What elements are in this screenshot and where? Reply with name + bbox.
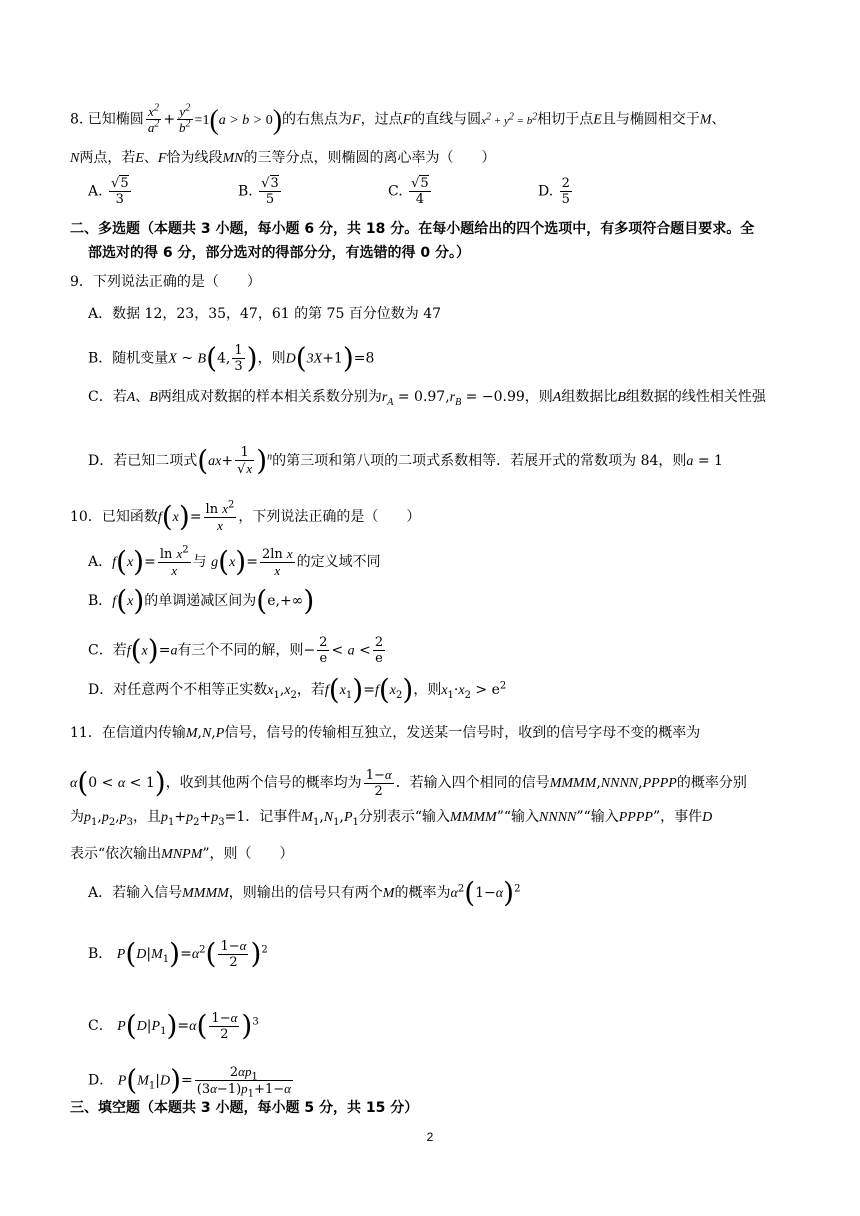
q10-option-a: A．f(x)= $\frac{\ln x^2}{x}$ 与 g(x)= $\frac{\text{2ln x}}{x}$ 的定义域不同 — [88, 544, 381, 578]
q8-options — [88, 176, 688, 207]
q9-option-a: A．数据 12，23，35，47，61 的第 75 百分位数为 47 — [88, 306, 442, 322]
q8-line2: N两点，若E、F恰为线段MN的三等分点，则椭圆的离心率为（ ） — [70, 150, 496, 166]
q9-option-b: B．随机变量X ~ B(4, $\frac{1}{3}$ )，则D(3X+1)=8 — [88, 341, 375, 375]
q8-text: 恰为线段 — [166, 150, 223, 166]
section-3-heading: 三、填空题（本题共 3 小题，每小题 5 分，共 15 分） — [70, 1100, 419, 1116]
q11-option-d: D． $P(M_1|D)=$ $\frac{2\alpha p_1}{(3\alpha-1)p_1+1-\alpha}$ — [88, 1063, 291, 1100]
q8-text: 、 — [143, 150, 158, 166]
q8-text: 的直线与圆 — [411, 111, 482, 128]
q10-option-d: D．对任意两个不相等正实数$x_1,x_2$，若$f(x_1)=f(x_2)$，则$x_1\cdot x_2 > e^2$ — [88, 673, 507, 706]
q8-line1: 8. 已知椭圆 $\frac{x^2}{a^2}$ + $\frac{y^2}{b^2}$ =1(a > b > 0)的右焦点为F，过点F的直线与圆$x^2 + y^2 = b^2$相切于点E且与椭圆相交于M、 — [70, 102, 726, 136]
q8-text: 、 — [711, 111, 726, 128]
q9-stem: 9．下列说法正确的是（ ） — [70, 274, 261, 290]
q11-option-b: B． $P(D|M_1)=\alpha^2$( $\frac{1-\alpha}{2}$ )$^2$ — [88, 937, 268, 970]
q8-text: 相切于点 — [537, 111, 594, 128]
q9-option-c: C．若A、B两组成对数据的样本相关系数分别为$r_A = 0.97,r_B = -0.99$，则A组数据比B组数据的线性相关性强 — [88, 389, 766, 408]
q11-line4: 表示“依次输出MNPM”，则（ ） — [70, 846, 294, 862]
page-number: 2 — [426, 1130, 434, 1144]
q11-option-a: A．若输入信号MMMM，则输出的信号只有两个M的概率为$\alpha^2(1-\alpha)^2$ — [88, 876, 521, 909]
q10-option-c: C．若f(x)=a有三个不同的解，则− $\frac{2}{e}$ < a < $\frac{2}{e}$ — [88, 633, 384, 667]
q11-line1: 11．在信道内传输M,N,P信号，信号的传输相互独立，发送某一信号时，收到的信号字母不变的概率为 — [70, 725, 701, 741]
q8-text: ，过点 — [360, 111, 403, 128]
option-b: B. $\frac{√3}{5}$ — [238, 176, 279, 207]
section-2-heading-cont: 部选对的得 6 分，部分选对的得部分分，有选错的得 0 分。） — [88, 245, 470, 261]
math-frac: $\frac{x^2}{a^2}$ — [147, 102, 160, 135]
q8-text: 的右焦点为 — [282, 111, 353, 128]
q8-text: 的三等分点，则椭圆的离心率为（ ） — [243, 150, 496, 166]
math-frac: $\frac{y^2}{b^2}$ — [179, 102, 191, 135]
section-2-heading: 二、多选题（本题共 3 小题，每小题 6 分，共 18 分。在每小题给出的四个选项中，有多项符合题目要求。全 — [70, 221, 755, 237]
q8-text: 且与椭圆相交于 — [601, 111, 700, 128]
q10-stem: 10．已知函数f(x)= $\frac{\ln x^2}{x}$ ，下列说法正确的是（ ） — [70, 499, 421, 533]
option-d: D. $\frac{2}{5}$ — [538, 176, 570, 207]
q11-line2: α(0 < α < 1)，收到其他两个信号的概率均为 $\frac{1-\alpha}{2}$ ．若输入四个相同的信号MMMM,NNNN,PPPP的概率分别 — [70, 766, 747, 799]
q8-text: 8. 已知椭圆 — [70, 111, 144, 128]
q8-text: 两点，若 — [79, 150, 136, 166]
q11-option-c: C． $P(D|P_1)=\alpha$( $\frac{1-\alpha}{2}$ )$^3$ — [88, 1009, 259, 1042]
option-c: C. $\frac{√5}{4}$ — [388, 176, 429, 207]
q10-option-b: B．f(x)的单调递减区间为(e,+∞) — [88, 584, 315, 617]
option-a: A. $\frac{√5}{3}$ — [88, 176, 129, 207]
q11-line3: 为$p_1,p_2,p_3$，且$p_1+p_2+p_3=1$．记事件$M_1,N_1,P_1$分别表示“输入MMMM”“输入NNNN”“输入PPPP”，事件D — [70, 809, 713, 828]
q9-option-d: D．若已知二项式(ax+ $\frac{1}{√x}$ )$^n$的第三项和第八项的二项式系数相等．若展开式的常数项为 84，则a = 1 — [88, 444, 723, 477]
